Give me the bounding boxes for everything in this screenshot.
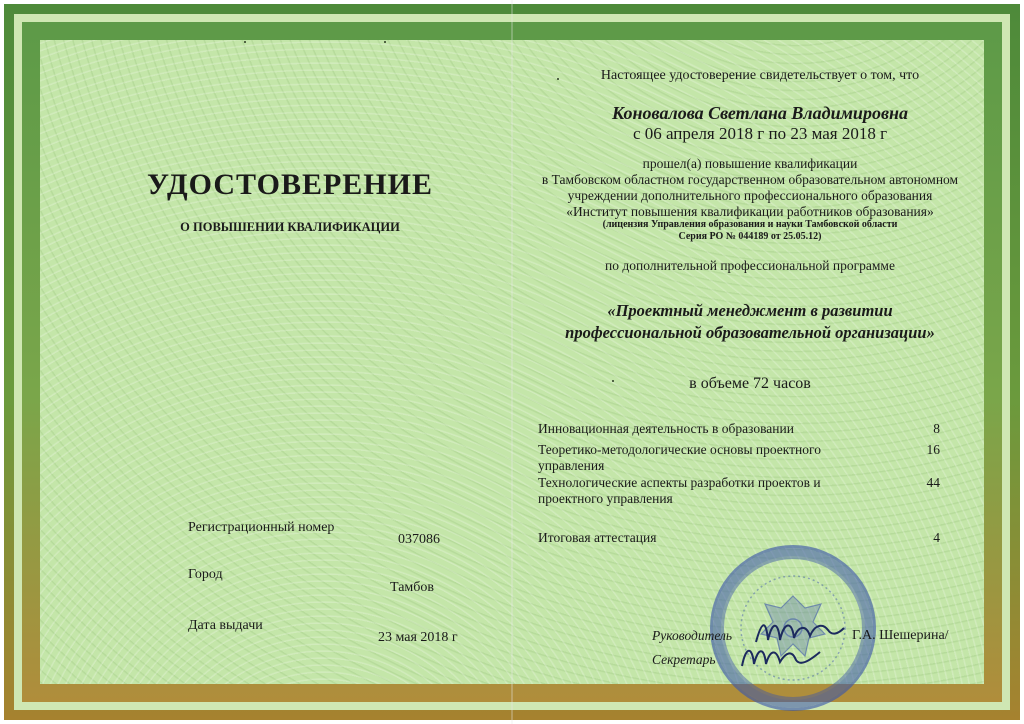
module-name: Инновационная деятельность в образовании <box>538 421 794 436</box>
registration-number: 037086 <box>398 532 440 547</box>
institution-block <box>520 156 980 220</box>
city-label: Город <box>188 567 223 582</box>
person-name: Коновалова Светлана Владимировна <box>612 103 908 123</box>
institution-line: в Тамбовском областном государственном образовательном автономном <box>541 172 959 187</box>
issue-date-label: Дата выдачи <box>188 618 263 633</box>
institution-line: прошел(а) повышение квалификации <box>642 156 858 171</box>
license-line: Серия РО № 044189 от 25.05.12) <box>678 231 822 242</box>
issue-date-value: 23 мая 2018 г <box>378 630 458 645</box>
secretary-signature-icon <box>736 640 826 674</box>
intro-text: Настоящее удостоверение свидетельствует о том, что <box>600 68 920 83</box>
speck <box>244 41 246 43</box>
institution-line: «Институт повышения квалификации работников образования» <box>566 204 934 219</box>
module-name: Теоретико-методологические основы проектного управления <box>538 442 821 473</box>
speck <box>384 41 386 43</box>
institution-line: учреждении дополнительного профессионального образования <box>567 188 933 203</box>
center-fold <box>511 0 513 724</box>
program-name-line: профессиональной образовательной организации» <box>565 323 935 342</box>
module-hours: 44 <box>926 475 940 490</box>
certificate-subtitle: О ПОВЫШЕНИИ КВАЛИФИКАЦИИ <box>180 220 400 234</box>
training-period: с 06 апреля 2018 г по 23 мая 2018 г <box>632 124 888 143</box>
program-intro: по дополнительной профессиональной программе <box>605 258 895 273</box>
module-hours: 16 <box>926 442 940 457</box>
head-label: Руководитель <box>652 628 733 643</box>
module-hours: 8 <box>933 421 940 436</box>
license-block <box>520 219 980 243</box>
certificate-title: УДОСТОВЕРЕНИЕ <box>147 168 433 201</box>
registration-label: Регистрационный номер <box>188 520 335 535</box>
module-name: Итоговая аттестация <box>538 530 657 545</box>
module-hours: 4 <box>933 530 940 545</box>
program-name <box>520 300 980 344</box>
program-name-line: «Проектный менеджмент в развитии <box>607 301 893 320</box>
city-value: Тамбов <box>390 580 435 595</box>
module-name: Технологические аспекты разработки проектов и проектного управления <box>538 475 821 506</box>
secretary-label: Секретарь <box>652 652 716 667</box>
license-line: (лицензия Управления образования и науки Тамбовской области <box>602 219 898 230</box>
head-name: Г.А. Шешерина/ <box>852 628 949 643</box>
program-volume: в объеме 72 часов <box>689 375 811 392</box>
